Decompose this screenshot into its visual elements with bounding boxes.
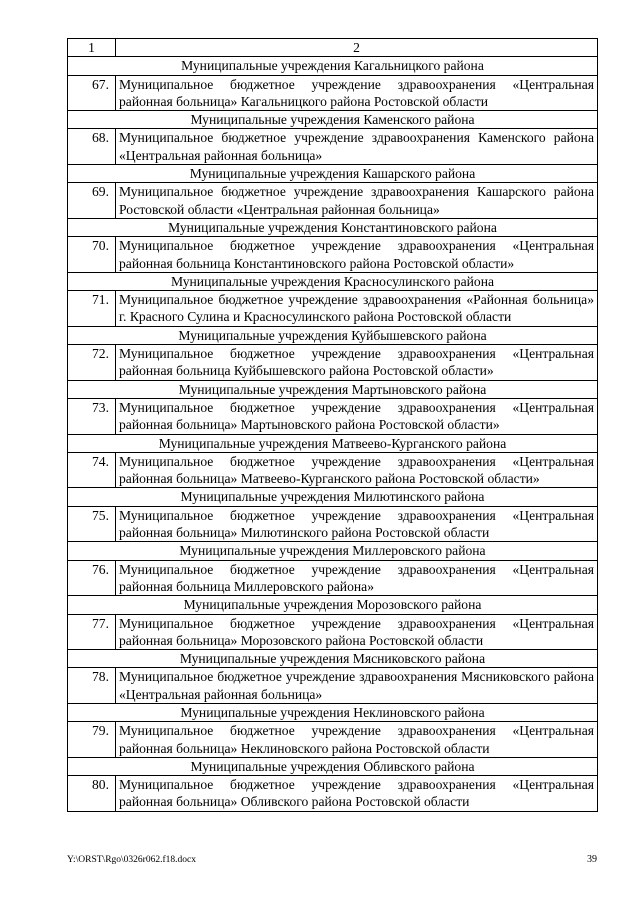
institution-name: Муниципальное бюджетное учреждение здравоохранения Мясниковского района «Центральная районная больница» <box>116 668 598 704</box>
row-number: 73. <box>68 398 116 434</box>
institution-name: Муниципальное бюджетное учреждение здравоохранения «Центральная районная больница» Мартыновского района Ростовской области» <box>116 398 598 434</box>
table-row <box>68 237 598 273</box>
row-number: 67. <box>68 75 116 111</box>
section-row <box>68 218 598 236</box>
section-heading: Муниципальные учреждения Милютинского района <box>68 488 598 506</box>
table-row <box>68 614 598 650</box>
table-row <box>68 75 598 111</box>
section-heading: Муниципальные учреждения Каменского района <box>68 111 598 129</box>
section-row <box>68 542 598 560</box>
section-row <box>68 380 598 398</box>
institution-name: Муниципальное бюджетное учреждение здравоохранения Каменского района «Центральная районная больница» <box>116 129 598 165</box>
institution-name: Муниципальное бюджетное учреждение здравоохранения «Центральная районная больница» Неклиновского района Ростовской области <box>116 722 598 758</box>
table-row <box>68 560 598 596</box>
row-number: 68. <box>68 129 116 165</box>
section-row <box>68 757 598 775</box>
section-heading: Муниципальные учреждения Куйбышевского района <box>68 326 598 344</box>
section-heading: Муниципальные учреждения Обливского района <box>68 757 598 775</box>
section-heading: Муниципальные учреждения Морозовского района <box>68 596 598 614</box>
section-row <box>68 111 598 129</box>
table-row <box>68 183 598 219</box>
section-row <box>68 703 598 721</box>
section-heading: Муниципальные учреждения Красносулинского района <box>68 272 598 290</box>
section-heading: Муниципальные учреждения Неклиновского района <box>68 703 598 721</box>
section-heading: Муниципальные учреждения Миллеровского района <box>68 542 598 560</box>
section-row <box>68 434 598 452</box>
table-row <box>68 452 598 488</box>
table-body <box>68 39 598 812</box>
table-row <box>68 291 598 327</box>
table-row <box>68 776 598 812</box>
institution-name: Муниципальное бюджетное учреждение здравоохранения Кашарского района Ростовской области «Центральная районная больница» <box>116 183 598 219</box>
header-col-number: 1 <box>68 39 116 57</box>
section-heading: Муниципальные учреждения Мясниковского района <box>68 650 598 668</box>
section-heading: Муниципальные учреждения Матвеево-Курганского района <box>68 434 598 452</box>
row-number: 79. <box>68 722 116 758</box>
row-number: 76. <box>68 560 116 596</box>
section-row <box>68 57 598 75</box>
section-row <box>68 488 598 506</box>
institution-name: Муниципальное бюджетное учреждение здравоохранения «Центральная районная больница» Матвеево-Курганского района Ростовской области» <box>116 452 598 488</box>
section-heading: Муниципальные учреждения Кашарского района <box>68 165 598 183</box>
institution-name: Муниципальное бюджетное учреждение здравоохранения «Центральная районная больница» Кагальницкого района Ростовской области <box>116 75 598 111</box>
header-col-name: 2 <box>116 39 598 57</box>
row-number: 77. <box>68 614 116 650</box>
institutions-table <box>67 38 598 812</box>
institution-name: Муниципальное бюджетное учреждение здравоохранения «Центральная районная больница» Милютинского района Ростовской области <box>116 506 598 542</box>
table-row <box>68 722 598 758</box>
header-row <box>68 39 598 57</box>
table-row <box>68 506 598 542</box>
institution-name: Муниципальное бюджетное учреждение здравоохранения «Центральная районная больница» Морозовского района Ростовской области <box>116 614 598 650</box>
section-row <box>68 596 598 614</box>
table-row <box>68 668 598 704</box>
row-number: 70. <box>68 237 116 273</box>
row-number: 75. <box>68 506 116 542</box>
section-row <box>68 326 598 344</box>
institution-name: Муниципальное бюджетное учреждение здравоохранения «Центральная районная больница Куйбышевского района Ростовской области» <box>116 345 598 381</box>
table-row <box>68 398 598 434</box>
row-number: 80. <box>68 776 116 812</box>
institution-name: Муниципальное бюджетное учреждение здравоохранения «Центральная районная больница Константиновского района Ростовской области» <box>116 237 598 273</box>
section-row <box>68 650 598 668</box>
section-row <box>68 272 598 290</box>
table-row <box>68 129 598 165</box>
table-row <box>68 345 598 381</box>
row-number: 74. <box>68 452 116 488</box>
row-number: 69. <box>68 183 116 219</box>
institution-name: Муниципальное бюджетное учреждение здравоохранения «Центральная районная больница» Обливского района Ростовской области <box>116 776 598 812</box>
section-heading: Муниципальные учреждения Кагальницкого района <box>68 57 598 75</box>
section-row <box>68 165 598 183</box>
row-number: 71. <box>68 291 116 327</box>
section-heading: Муниципальные учреждения Константиновского района <box>68 218 598 236</box>
row-number: 72. <box>68 345 116 381</box>
footer-file-path: Y:\ORST\Rgo\0326r062.f18.docx <box>67 855 196 865</box>
row-number: 78. <box>68 668 116 704</box>
page-number: 39 <box>587 854 597 865</box>
institution-name: Муниципальное бюджетное учреждение здравоохранения «Районная больница» г. Красного Сулина и Красносулинского района Ростовской области <box>116 291 598 327</box>
section-heading: Муниципальные учреждения Мартыновского района <box>68 380 598 398</box>
institution-name: Муниципальное бюджетное учреждение здравоохранения «Центральная районная больница Миллеровского района» <box>116 560 598 596</box>
